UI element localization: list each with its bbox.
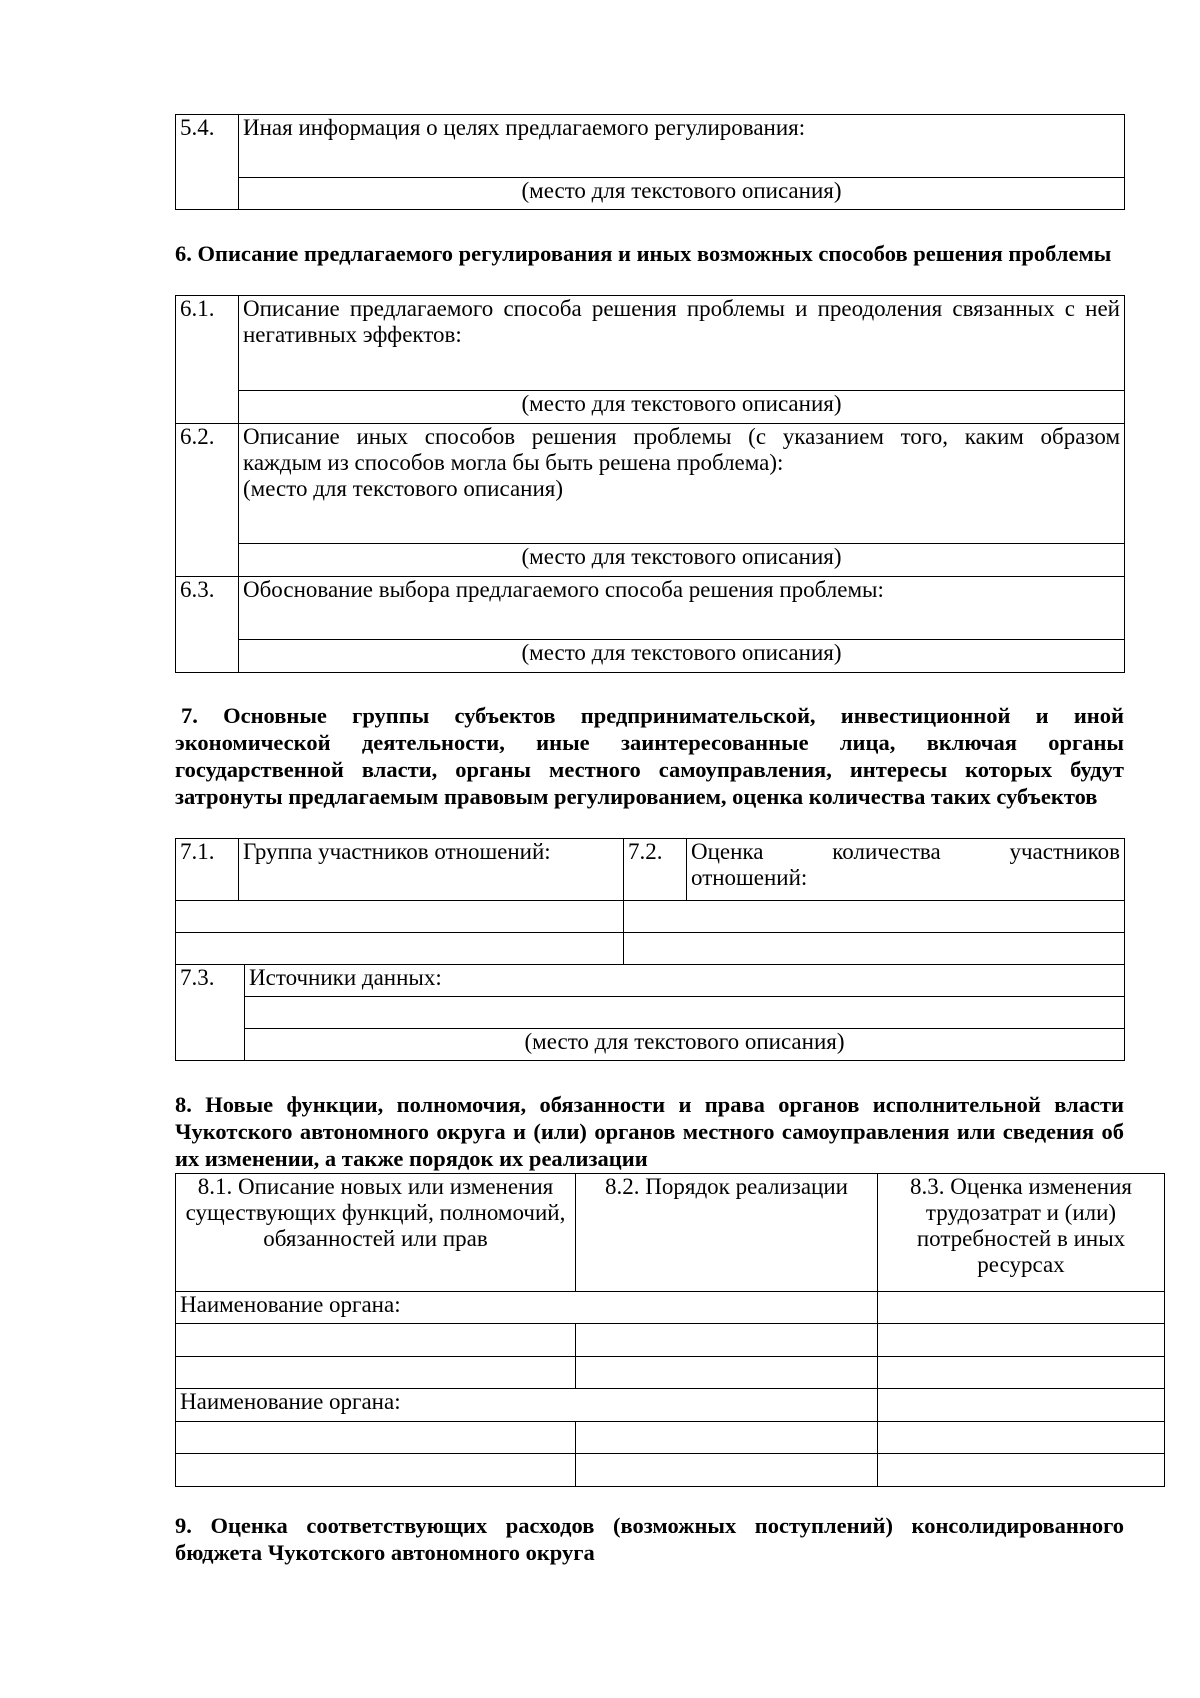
table-7-upper: [175, 838, 1125, 965]
column-header: 8.1. Описание новых или изменения существующих функций, полномочий, обязанностей или прав: [176, 1174, 576, 1292]
field-label: [687, 839, 1125, 901]
table-cell: [624, 901, 1125, 933]
table-7-3: [175, 964, 1125, 1061]
field-label: Источники данных:: [245, 965, 1125, 997]
row-number: 7.1.: [176, 839, 239, 901]
section-8-heading: 8. Новые функции, полномочия, обязанности и права органов исполнительной власти Чукотского автономного округа и (или) органов местного самоуправления или сведения об их изменении, а также порядок их реализации: [175, 1092, 1124, 1171]
table-cell: [576, 1422, 878, 1454]
organ-name-label: Наименование органа:: [176, 1389, 878, 1422]
table-8: [175, 1173, 1165, 1487]
label-line: негативных эффектов:: [243, 322, 462, 347]
column-header: 8.3. Оценка изменения трудозатрат и (или) потребностей в иных ресурсах: [878, 1174, 1165, 1292]
label-line: Описание иных способов решения проблемы (с указанием того, каким образом: [243, 424, 1120, 449]
section-7-heading: 7. Основные группы субъектов предпринимательской, инвестиционной и иной экономической деятельности, иные заинтересованные лица, включая органы государственной власти, органы местного самоуправления, интересы которых будут затронуты предлагаемым правовым регулированием, оценка количества таких субъектов: [175, 703, 1124, 809]
table-cell: [176, 1324, 576, 1357]
row-number: 7.2.: [624, 839, 687, 901]
field-label: [239, 296, 1125, 391]
field-label: Иная информация о целях предлагаемого регулирования:: [239, 115, 1125, 178]
label-line: каждым из способов могла бы быть решена проблема):: [243, 450, 784, 475]
field-label: [239, 424, 1125, 544]
section-9-heading: 9. Оценка соответствующих расходов (возможных поступлений) консолидированного бюджета Чукотского автономного округа: [175, 1513, 1124, 1565]
table-cell: [176, 901, 624, 933]
section-6-heading: 6. Описание предлагаемого регулирования и иных возможных способов решения проблемы: [175, 241, 1112, 266]
row-number: 6.3.: [176, 577, 239, 673]
table-cell: [176, 1357, 576, 1389]
table-cell: [878, 1292, 1165, 1324]
text-placeholder: (место для текстового описания): [239, 178, 1125, 210]
table-cell: [576, 1357, 878, 1389]
text-placeholder: (место для текстового описания): [245, 1029, 1125, 1061]
text-placeholder: (место для текстового описания): [239, 544, 1125, 577]
text-placeholder: (место для текстового описания): [239, 640, 1125, 673]
table-cell: [245, 997, 1125, 1029]
row-number: 6.1.: [176, 296, 239, 424]
table-cell: [878, 1357, 1165, 1389]
table-cell: [576, 1324, 878, 1357]
organ-name-label: Наименование органа:: [176, 1292, 878, 1324]
table-cell: [576, 1454, 878, 1487]
row-number: 7.3.: [176, 965, 245, 1061]
row-number: 6.2.: [176, 424, 239, 577]
label-line: Оценка количества участников: [691, 839, 1120, 864]
table-cell: [624, 933, 1125, 965]
table-cell: [878, 1324, 1165, 1357]
table-cell: [878, 1422, 1165, 1454]
table-cell: [878, 1454, 1165, 1487]
text-placeholder: (место для текстового описания): [239, 391, 1125, 424]
label-line: отношений:: [691, 865, 808, 890]
label-line: Описание предлагаемого способа решения проблемы и преодоления связанных с ней: [243, 296, 1120, 321]
table-5-4: [175, 114, 1125, 210]
field-label: Группа участников отношений:: [239, 839, 624, 901]
field-label: Обоснование выбора предлагаемого способа решения проблемы:: [239, 577, 1125, 640]
table-6: [175, 295, 1125, 673]
row-number: 5.4.: [176, 115, 239, 210]
table-cell: [176, 933, 624, 965]
label-line: (место для текстового описания): [243, 476, 564, 501]
column-header: 8.2. Порядок реализации: [576, 1174, 878, 1292]
table-cell: [878, 1389, 1165, 1422]
table-cell: [176, 1454, 576, 1487]
table-cell: [176, 1422, 576, 1454]
